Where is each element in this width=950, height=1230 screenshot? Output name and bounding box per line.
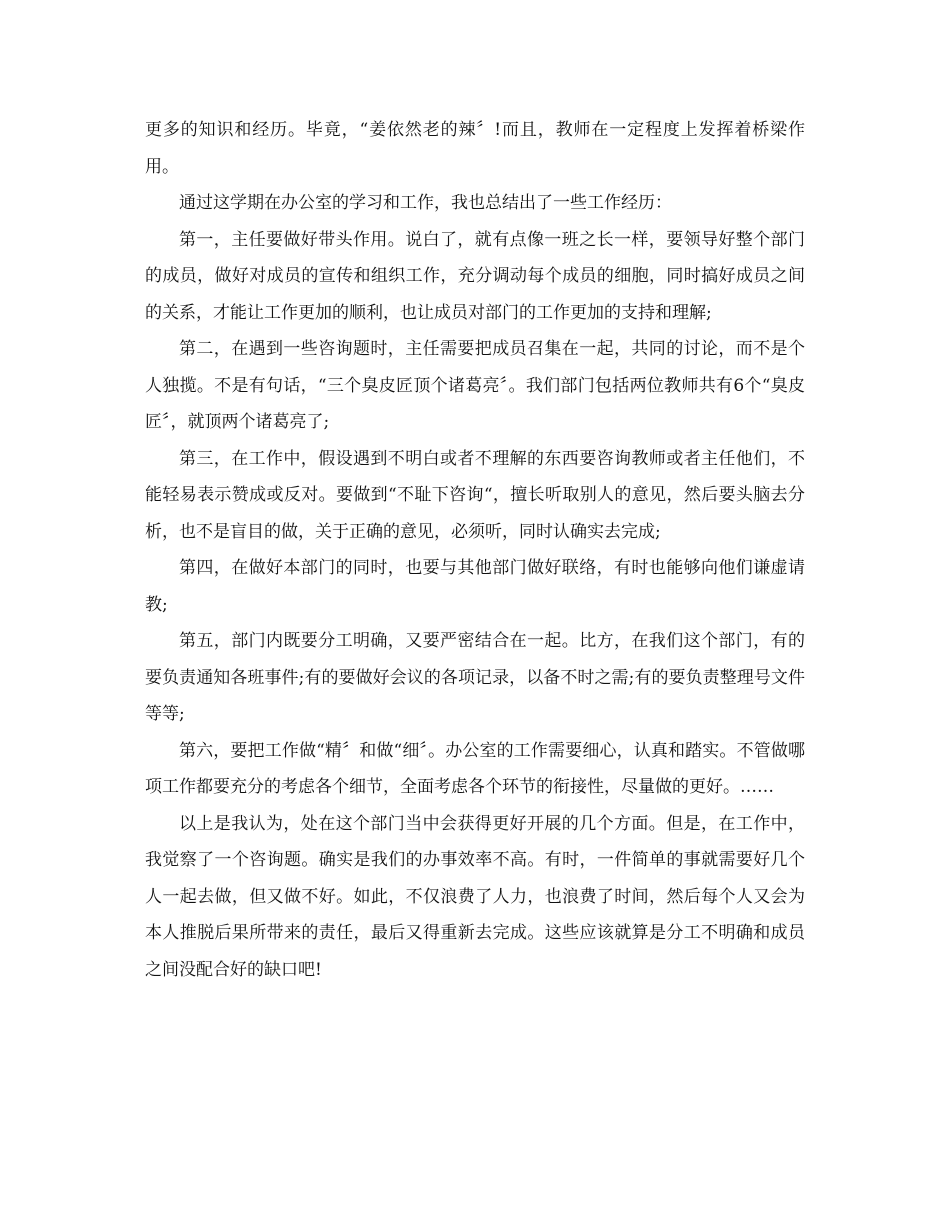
paragraph-6: 第四，在做好本部门的同时，也要与其他部门做好联络，有时也能够向他们谦虚请教; bbox=[145, 558, 805, 615]
paragraph-7: 第五，部门内既要分工明确，又要严密结合在一起。比方，在我们这个部门，有的要负责通知各班事件;有的要做好会议的各项记录，以备不时之需;有的要负责整理号文件等等; bbox=[145, 631, 805, 724]
paragraph-9: 以上是我认为，处在这个部门当中会获得更好开展的几个方面。但是，在工作中，我觉察了一个咨询题。确实是我们的办事效率不高。有时，一件简单的事就需要好几个人一起去做，但又做不好。如此，不仅浪费了人力，也浪费了时间，然后每个人又会为本人推脱后果所带来的责任，最后又得重新去完成。这些应该就算是分工不明确和成员之间没配合好的缺口吧! bbox=[145, 813, 805, 980]
paragraph-3: 第一，主任要做好带头作用。说白了，就有点像一班之长一样，要领导好整个部门的成员，做好对成员的宣传和组织工作，充分调动每个成员的细胞，同时搞好成员之间的关系，才能让工作更加的顺利，也让成员对部门的工作更加的支持和理解; bbox=[145, 229, 805, 323]
paragraph-1: 更多的知识和经历。毕竟，“姜依然老的辣〞!而且，教师在一定程度上发挥着桥梁作用。 bbox=[145, 120, 805, 177]
paragraph-8: 第六，要把工作做“精〞和做“细〞。办公室的工作需要细心，认真和踏实。不管做哪项工作都要充分的考虑各个细节，全面考虑各个环节的衔接性，尽量做的更好。…… bbox=[145, 740, 805, 797]
paragraph-4: 第二，在遇到一些咨询题时，主任需要把成员召集在一起，共同的讨论，而不是个人独揽。不是有句话，“三个臭皮匠顶个诸葛亮〞。我们部门包括两位教师共有6个“臭皮匠〞，就顶两个诸葛亮了; bbox=[145, 339, 805, 432]
document-body bbox=[145, 112, 805, 988]
paragraph-5: 第三，在工作中，假设遇到不明白或者不理解的东西要咨询教师或者主任他们，不能轻易表示赞成或反对。要做到“不耻下咨询“，擅长听取别人的意见，然后要头脑去分析，也不是盲目的做，关于正确的意见，必须听，同时认确实去完成; bbox=[145, 448, 805, 542]
paragraph-2: 通过这学期在办公室的学习和工作，我也总结出了一些工作经历： bbox=[179, 193, 672, 213]
